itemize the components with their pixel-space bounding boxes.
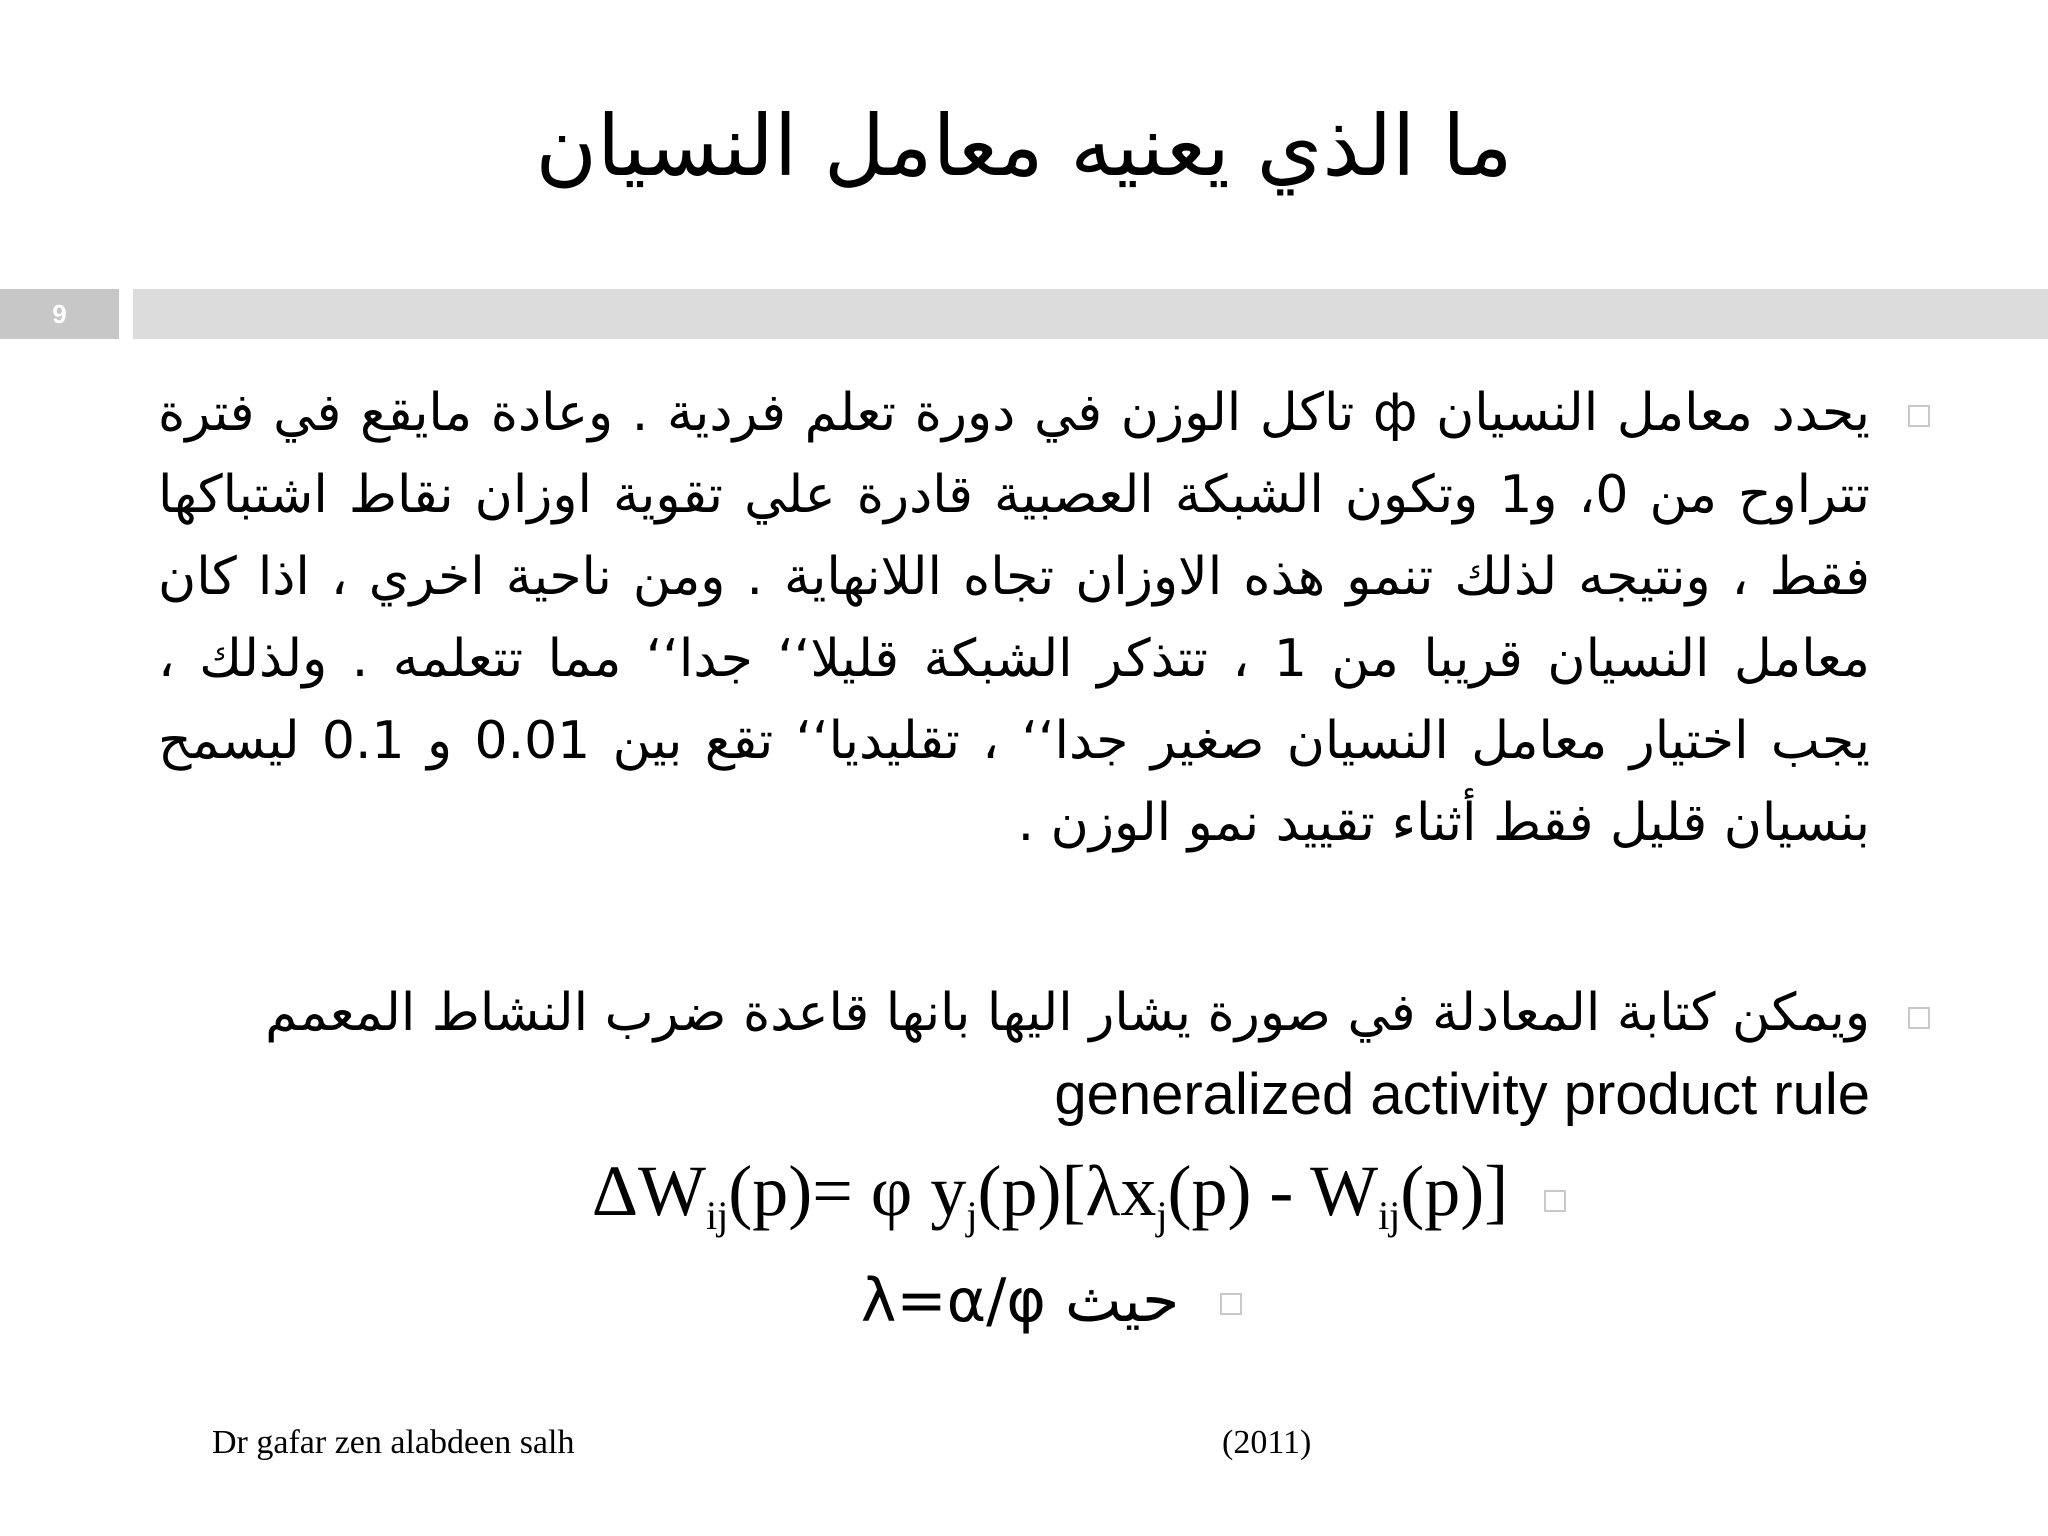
bullet-paragraph-forgetting-factor: يحدد معامل النسيان ф تاكل الوزن في دورة تعلم فردية . وعادة مايقع في فترة تتراوح من 0، و1 وتكون الشبكة العصبية قادرة علي تقوية اوزان نقاط اشتباكها فقط ، ونتيجه لذلك تنمو هذه الاوزان تجاه اللانهاية . ومن ناحية اخري ، اذا كان معامل النسيان قريبا من 1 ، تتذكر الشبكة قليلا‘‘ جدا‘‘ مما تتعلمه . ولذلك ، يجب اختيار معامل النسيان صغير جدا‘‘ ، تقليديا‘‘ تقع بين 0.01 و 0.1 ليسمح بنسيان قليل فقط أثناء تقييد نمو الوزن . xyxy=(158,383,1870,853)
bullet-square-icon xyxy=(1220,1293,1242,1315)
slide-number-badge xyxy=(0,289,119,339)
eq-subscript: j xyxy=(1156,1193,1168,1238)
activity-rule-english: generalized activity product rule xyxy=(1054,1062,1870,1127)
lambda-where-word: حيث xyxy=(1065,1266,1180,1336)
activity-rule-arabic: ويمكن كتابة المعادلة في صورة يشار اليها بانها قاعدة ضرب النشاط المعمم xyxy=(265,983,1870,1043)
bullet-square-icon xyxy=(1908,405,1930,427)
slide-number: 9 xyxy=(52,298,67,329)
eq-delta-w: ΔW xyxy=(591,1151,707,1231)
header-divider-bar xyxy=(133,289,2048,339)
slide-title: ما الذي يعنيه معامل النسيان xyxy=(535,97,1513,195)
eq-part: (p)= φ y xyxy=(728,1151,967,1231)
eq-part: (p)] xyxy=(1400,1151,1509,1231)
eq-subscript: ij xyxy=(706,1193,729,1238)
lambda-definition xyxy=(820,1268,1220,1334)
eq-part: (p) - W xyxy=(1167,1151,1379,1231)
eq-subscript: ij xyxy=(1378,1193,1401,1238)
footer-year: (2011) xyxy=(1222,1424,1312,1461)
bullet-square-icon xyxy=(1908,1007,1930,1029)
lambda-formula: λ=α/φ xyxy=(860,1266,1046,1336)
bullet-square-icon xyxy=(1544,1190,1566,1212)
eq-subscript: j xyxy=(966,1193,978,1238)
weight-update-equation xyxy=(500,1151,1600,1238)
bullet-paragraph-activity-rule xyxy=(200,972,1870,1138)
eq-part: (p)[λx xyxy=(977,1151,1157,1231)
footer-author: Dr gafar zen alabdeen salh xyxy=(212,1424,575,1461)
